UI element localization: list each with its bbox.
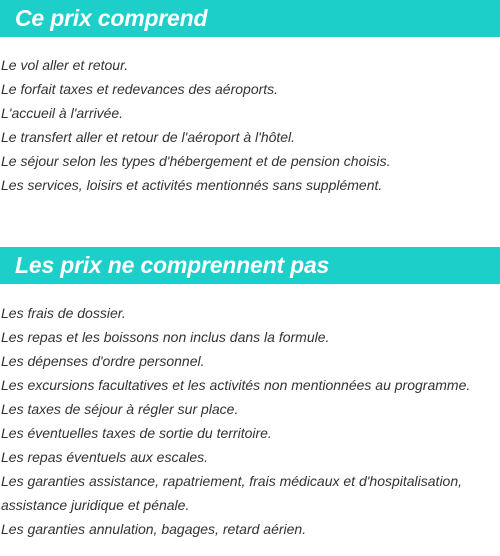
excluded-item: Les éventuelles taxes de sortie du territoire. — [1, 425, 272, 441]
included-item: Les services, loisirs et activités mentionnés sans supplément. — [1, 177, 383, 193]
included-items-list — [0, 53, 500, 197]
excluded-item: Les dépenses d'ordre personnel. — [1, 353, 205, 369]
included-item: Le transfert aller et retour de l'aéroport à l'hôtel. — [1, 129, 296, 145]
included-section — [0, 0, 500, 197]
included-section-title: Ce prix comprend — [0, 0, 500, 37]
excluded-item: Les taxes de séjour à régler sur place. — [1, 401, 239, 417]
excluded-items-list — [0, 301, 500, 541]
included-item: L'accueil à l'arrivée. — [1, 105, 124, 121]
excluded-item: Les garanties assistance, rapatriement, frais médicaux et d'hospitalisation, — [1, 473, 463, 489]
excluded-item: Les garanties annulation, bagages, retard aérien. — [1, 521, 307, 537]
excluded-section-title: Les prix ne comprennent pas — [0, 247, 500, 284]
included-item: Le séjour selon les types d'hébergement et de pension choisis. — [1, 153, 391, 169]
excluded-item-continuation: assistance juridique et pénale. — [1, 497, 190, 513]
excluded-item: Les excursions facultatives et les activités non mentionnées au programme. — [1, 377, 471, 393]
included-item: Le forfait taxes et redevances des aéroports. — [1, 81, 279, 97]
excluded-section — [0, 247, 500, 541]
included-item: Le vol aller et retour. — [1, 57, 129, 73]
excluded-item: Les repas éventuels aux escales. — [1, 449, 209, 465]
excluded-item: Les repas et les boissons non inclus dans la formule. — [1, 329, 330, 345]
excluded-item: Les frais de dossier. — [1, 305, 126, 321]
